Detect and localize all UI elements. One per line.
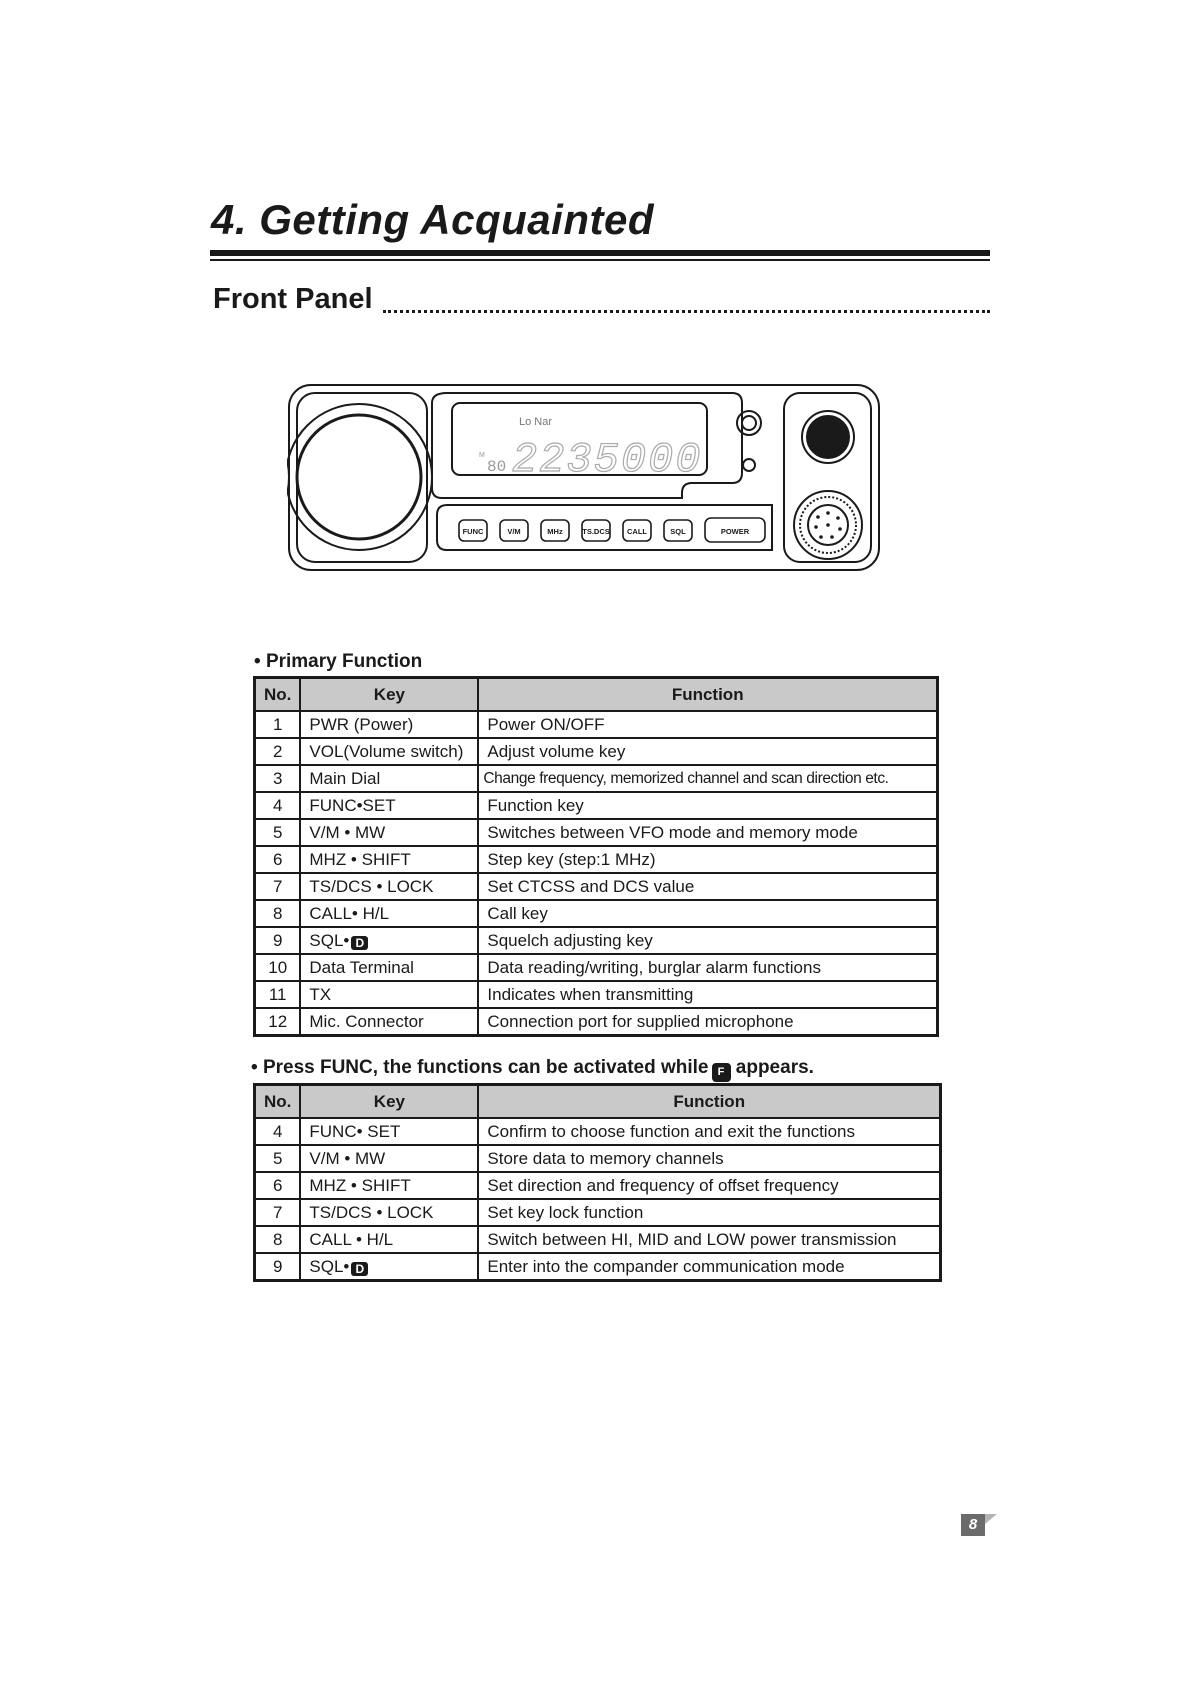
row-no: 4	[255, 792, 301, 819]
row-no: 8	[255, 1226, 301, 1253]
row-function: Adjust volume key	[478, 738, 937, 765]
row-key: MHZ • SHIFT	[300, 1172, 478, 1199]
table-row	[255, 1253, 941, 1281]
title-rule-thick	[210, 250, 990, 256]
row-no: 6	[255, 1172, 301, 1199]
display-indicators: Lo Nar	[519, 416, 553, 428]
secondary-heading-text: Press FUNC, the functions can be activated while	[262, 1057, 709, 1078]
func-indicator-icon: F	[712, 1063, 731, 1082]
table-row	[255, 1226, 941, 1253]
row-no: 6	[255, 846, 301, 873]
pwr-indicator-inner	[742, 416, 756, 430]
row-function: Set CTCSS and DCS value	[478, 873, 937, 900]
table-header-row	[255, 678, 938, 712]
row-key: FUNC• SET	[300, 1118, 478, 1145]
display-channel: 80	[487, 458, 507, 476]
col-no: No.	[255, 1085, 301, 1119]
table-row	[255, 927, 938, 954]
vol-knob	[807, 416, 849, 458]
col-function: Function	[478, 678, 937, 712]
row-key: TS/DCS • LOCK	[300, 1199, 478, 1226]
d-mode-icon: D	[351, 1262, 368, 1276]
primary-heading: • Primary Function	[254, 651, 423, 672]
primary-heading-text: Primary Function	[265, 651, 423, 672]
tsdcs-button-label: TS.DCS	[582, 527, 610, 536]
table-row	[255, 900, 938, 927]
func-button-label: FUNC	[462, 527, 484, 536]
row-no: 2	[255, 738, 301, 765]
row-function: Indicates when transmitting	[478, 981, 937, 1008]
power-button-label: POWER	[720, 527, 750, 536]
row-function: Switch between HI, MID and LOW power transmission	[478, 1226, 940, 1253]
d-mode-icon: D	[351, 936, 368, 950]
row-key-cell	[300, 1253, 478, 1281]
row-no: 7	[255, 1199, 301, 1226]
pwr-indicator	[737, 411, 761, 435]
call-button-label: CALL	[627, 527, 647, 536]
row-function: Confirm to choose function and exit the functions	[478, 1118, 940, 1145]
row-function: Store data to memory channels	[478, 1145, 940, 1172]
row-no: 3	[255, 765, 301, 792]
row-function: Set direction and frequency of offset frequency	[478, 1172, 940, 1199]
row-function: Step key (step:1 MHz)	[478, 846, 937, 873]
row-key: V/M • MW	[300, 1145, 478, 1172]
title-rule-thin	[210, 259, 990, 261]
section-dotted-leader	[383, 310, 990, 313]
row-no: 7	[255, 873, 301, 900]
table-row	[255, 873, 938, 900]
display-frequency: 2235000	[512, 436, 703, 484]
display-m-indicator: M	[479, 452, 485, 459]
chapter-title: 4. Getting Acquainted	[211, 196, 654, 243]
row-key: VOL(Volume switch)	[300, 738, 478, 765]
row-no: 5	[255, 819, 301, 846]
row-function: Change frequency, memorized channel and scan direction etc.	[478, 765, 937, 792]
table-row	[255, 846, 938, 873]
row-no: 12	[255, 1008, 301, 1036]
vm-button-label: V/M	[507, 527, 521, 536]
table-row	[255, 792, 938, 819]
row-function: Set key lock function	[478, 1199, 940, 1226]
col-function: Function	[478, 1085, 940, 1119]
row-key-cell	[300, 927, 478, 954]
row-function: Connection port for supplied microphone	[478, 1008, 937, 1036]
func-function-table	[253, 1083, 942, 1282]
row-no: 1	[255, 711, 301, 738]
row-function: Switches between VFO mode and memory mode	[478, 819, 937, 846]
row-no: 10	[255, 954, 301, 981]
mhz-button-label: MHz	[547, 527, 563, 536]
row-function: Function key	[478, 792, 937, 819]
table-row	[255, 819, 938, 846]
table-row	[255, 765, 938, 792]
row-key: Main Dial	[300, 765, 478, 792]
row-function: Enter into the compander communication mode	[478, 1253, 940, 1281]
page-number: 8	[961, 1514, 985, 1536]
table-row	[255, 1118, 941, 1145]
primary-function-table	[253, 676, 939, 1037]
page-number-tab	[985, 1514, 997, 1524]
row-key: SQL•	[309, 931, 350, 950]
col-key: Key	[300, 1085, 478, 1119]
col-key: Key	[300, 678, 478, 712]
row-key: FUNC•SET	[300, 792, 478, 819]
table-row	[255, 981, 938, 1008]
row-function: Power ON/OFF	[478, 711, 937, 738]
table-row	[255, 738, 938, 765]
row-key: PWR (Power)	[300, 711, 478, 738]
table-row	[255, 954, 938, 981]
tx-led	[743, 459, 755, 471]
front-panel-illustration	[287, 383, 882, 573]
row-no: 4	[255, 1118, 301, 1145]
table-row	[255, 1172, 941, 1199]
table-row	[255, 711, 938, 738]
main-dial-knob	[297, 415, 421, 539]
main-dial-outer	[287, 404, 432, 550]
secondary-heading: • Press FUNC, the functions can be activated while F appears.	[251, 1057, 814, 1082]
row-key: CALL • H/L	[300, 1226, 478, 1253]
table-row	[255, 1145, 941, 1172]
row-key: SQL•	[309, 1257, 350, 1276]
row-key: TX	[300, 981, 478, 1008]
row-key: Data Terminal	[300, 954, 478, 981]
table-header-row	[255, 1085, 941, 1119]
table-row	[255, 1008, 938, 1036]
col-no: No.	[255, 678, 301, 712]
secondary-heading-tail: appears.	[735, 1057, 814, 1078]
row-function: Data reading/writing, burglar alarm functions	[478, 954, 937, 981]
row-key: CALL• H/L	[300, 900, 478, 927]
row-function: Squelch adjusting key	[478, 927, 937, 954]
row-key: Mic. Connector	[300, 1008, 478, 1036]
section-title: Front Panel	[213, 283, 373, 315]
row-no: 11	[255, 981, 301, 1008]
row-function: Call key	[478, 900, 937, 927]
row-key: V/M • MW	[300, 819, 478, 846]
sql-button-label: SQL	[670, 527, 686, 536]
table-row	[255, 1199, 941, 1226]
row-no: 8	[255, 900, 301, 927]
row-no: 9	[255, 927, 301, 954]
row-no: 5	[255, 1145, 301, 1172]
row-key: TS/DCS • LOCK	[300, 873, 478, 900]
row-no: 9	[255, 1253, 301, 1281]
row-key: MHZ • SHIFT	[300, 846, 478, 873]
